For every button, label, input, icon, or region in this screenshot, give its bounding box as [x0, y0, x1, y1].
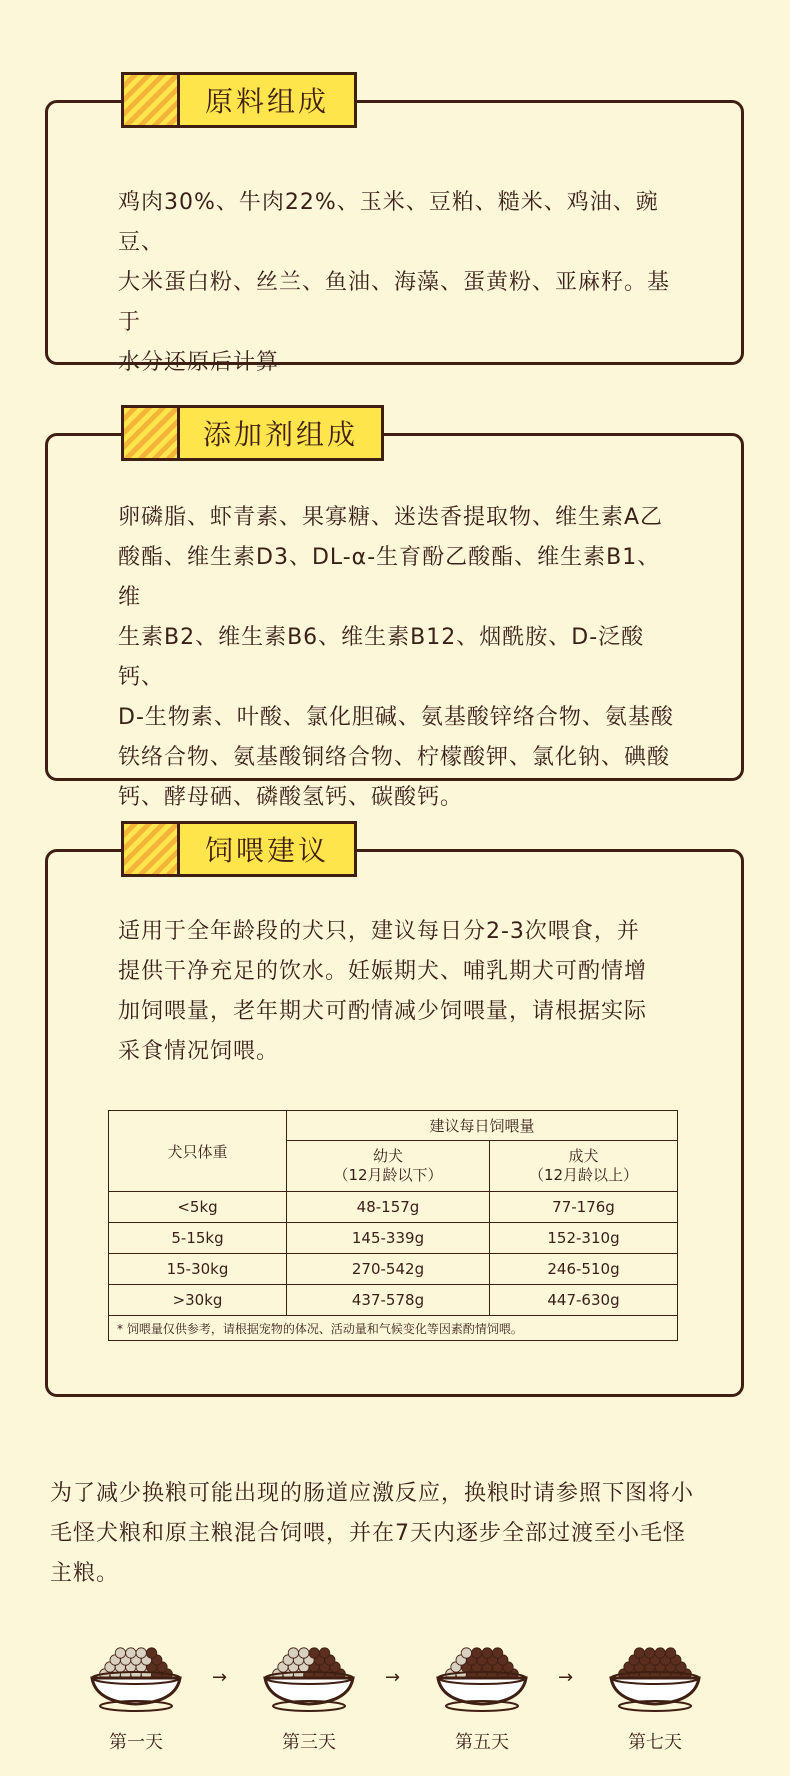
ingredients-text — [118, 183, 678, 383]
food-bowl-icon — [432, 1640, 532, 1715]
day-label: 第五天 — [455, 1732, 509, 1753]
additives-tag — [121, 405, 384, 461]
text-line: 加饲喂量，老年期犬可酌情减少饲喂量，请根据实际 — [118, 999, 648, 1024]
table-row — [109, 1223, 678, 1254]
arrow-icon: → — [558, 1667, 574, 1688]
section-title: 原料组成 — [204, 85, 329, 118]
puppy-cell: 48-157g — [287, 1192, 490, 1223]
text-line: D-生物素、叶酸、氯化胆碱、氨基酸锌络合物、氨基酸 — [118, 705, 674, 730]
table-row — [109, 1192, 678, 1223]
puppy-age-label: （12月龄以下） — [333, 1166, 443, 1184]
text-line: 为了减少换粮可能出现的肠道应激反应，换粮时请参照下图将小 — [50, 1481, 695, 1506]
text-line: 铁络合物、氨基酸铜络合物、柠檬酸钾、氯化钠、碘酸 — [118, 745, 671, 770]
text-line: 卵磷脂、虾青素、果寡糖、迷迭香提取物、维生素A乙 — [118, 505, 664, 530]
text-line: 采食情况饲喂。 — [118, 1039, 280, 1064]
day-label: 第三天 — [282, 1732, 336, 1753]
adult-cell: 246-510g — [490, 1254, 678, 1285]
text-line: 主粮。 — [50, 1561, 120, 1586]
text-line: 酸酯、维生素D3、DL-α-生育酚乙酸酯、维生素B1、维 — [118, 545, 661, 610]
puppy-header — [287, 1141, 490, 1192]
feeding-text — [118, 912, 678, 1072]
text-line: 提供干净充足的饮水。妊娠期犬、哺乳期犬可酌情增 — [118, 959, 648, 984]
adult-cell: 447-630g — [490, 1285, 678, 1316]
puppy-cell: 270-542g — [287, 1254, 490, 1285]
stripe-decoration — [124, 75, 180, 125]
daily-amount-header: 建议每日饲喂量 — [287, 1111, 678, 1141]
text-line: 钙、酵母硒、磷酸氢钙、碳酸钙。 — [118, 785, 464, 810]
feeding-table — [108, 1110, 678, 1341]
text-line: 大米蛋白粉、丝兰、鱼油、海藻、蛋黄粉、亚麻籽。基于 — [118, 270, 671, 335]
adult-age-label: （12月龄以上） — [528, 1166, 639, 1184]
arrow-icon: → — [212, 1667, 228, 1688]
weight-cell: <5kg — [109, 1192, 287, 1223]
weight-cell: 5-15kg — [109, 1223, 287, 1254]
section-title: 添加剂组成 — [202, 418, 358, 451]
feeding-tag — [121, 821, 357, 877]
weight-cell: 15-30kg — [109, 1254, 287, 1285]
text-line: 水分还原后计算 — [118, 350, 280, 375]
puppy-label: 幼犬 — [372, 1147, 403, 1165]
transition-text — [50, 1474, 745, 1594]
additives-text — [118, 498, 678, 818]
stripe-decoration — [124, 824, 180, 874]
weight-cell: >30kg — [109, 1285, 287, 1316]
adult-header — [490, 1141, 678, 1192]
table-row — [109, 1254, 678, 1285]
food-bowl-icon — [605, 1640, 705, 1715]
day-label: 第七天 — [628, 1732, 682, 1753]
stripe-decoration — [124, 408, 180, 458]
text-line: 毛怪犬粮和原主粮混合饲喂，并在7天内逐步全部过渡至小毛怪 — [50, 1521, 686, 1546]
puppy-cell: 437-578g — [287, 1285, 490, 1316]
adult-cell: 77-176g — [490, 1192, 678, 1223]
puppy-cell: 145-339g — [287, 1223, 490, 1254]
adult-label: 成犬 — [568, 1147, 599, 1165]
section-title: 饲喂建议 — [204, 834, 329, 867]
food-bowl-icon — [86, 1640, 186, 1715]
adult-cell: 152-310g — [490, 1223, 678, 1254]
table-note: * 饲喂量仅供参考，请根据宠物的体况、活动量和气候变化等因素酌情饲喂。 — [109, 1316, 678, 1341]
day-label: 第一天 — [109, 1732, 163, 1753]
text-line: 适用于全年龄段的犬只，建议每日分2-3次喂食，并 — [118, 919, 640, 944]
food-bowl-icon — [259, 1640, 359, 1715]
text-line: 生素B2、维生素B6、维生素B12、烟酰胺、D-泛酸钙、 — [118, 625, 645, 690]
weight-header: 犬只体重 — [109, 1111, 287, 1192]
table-row — [109, 1285, 678, 1316]
arrow-icon: → — [385, 1667, 401, 1688]
ingredients-tag — [121, 72, 357, 128]
text-line: 鸡肉30%、牛肉22%、玉米、豆粕、糙米、鸡油、豌豆、 — [118, 190, 659, 255]
